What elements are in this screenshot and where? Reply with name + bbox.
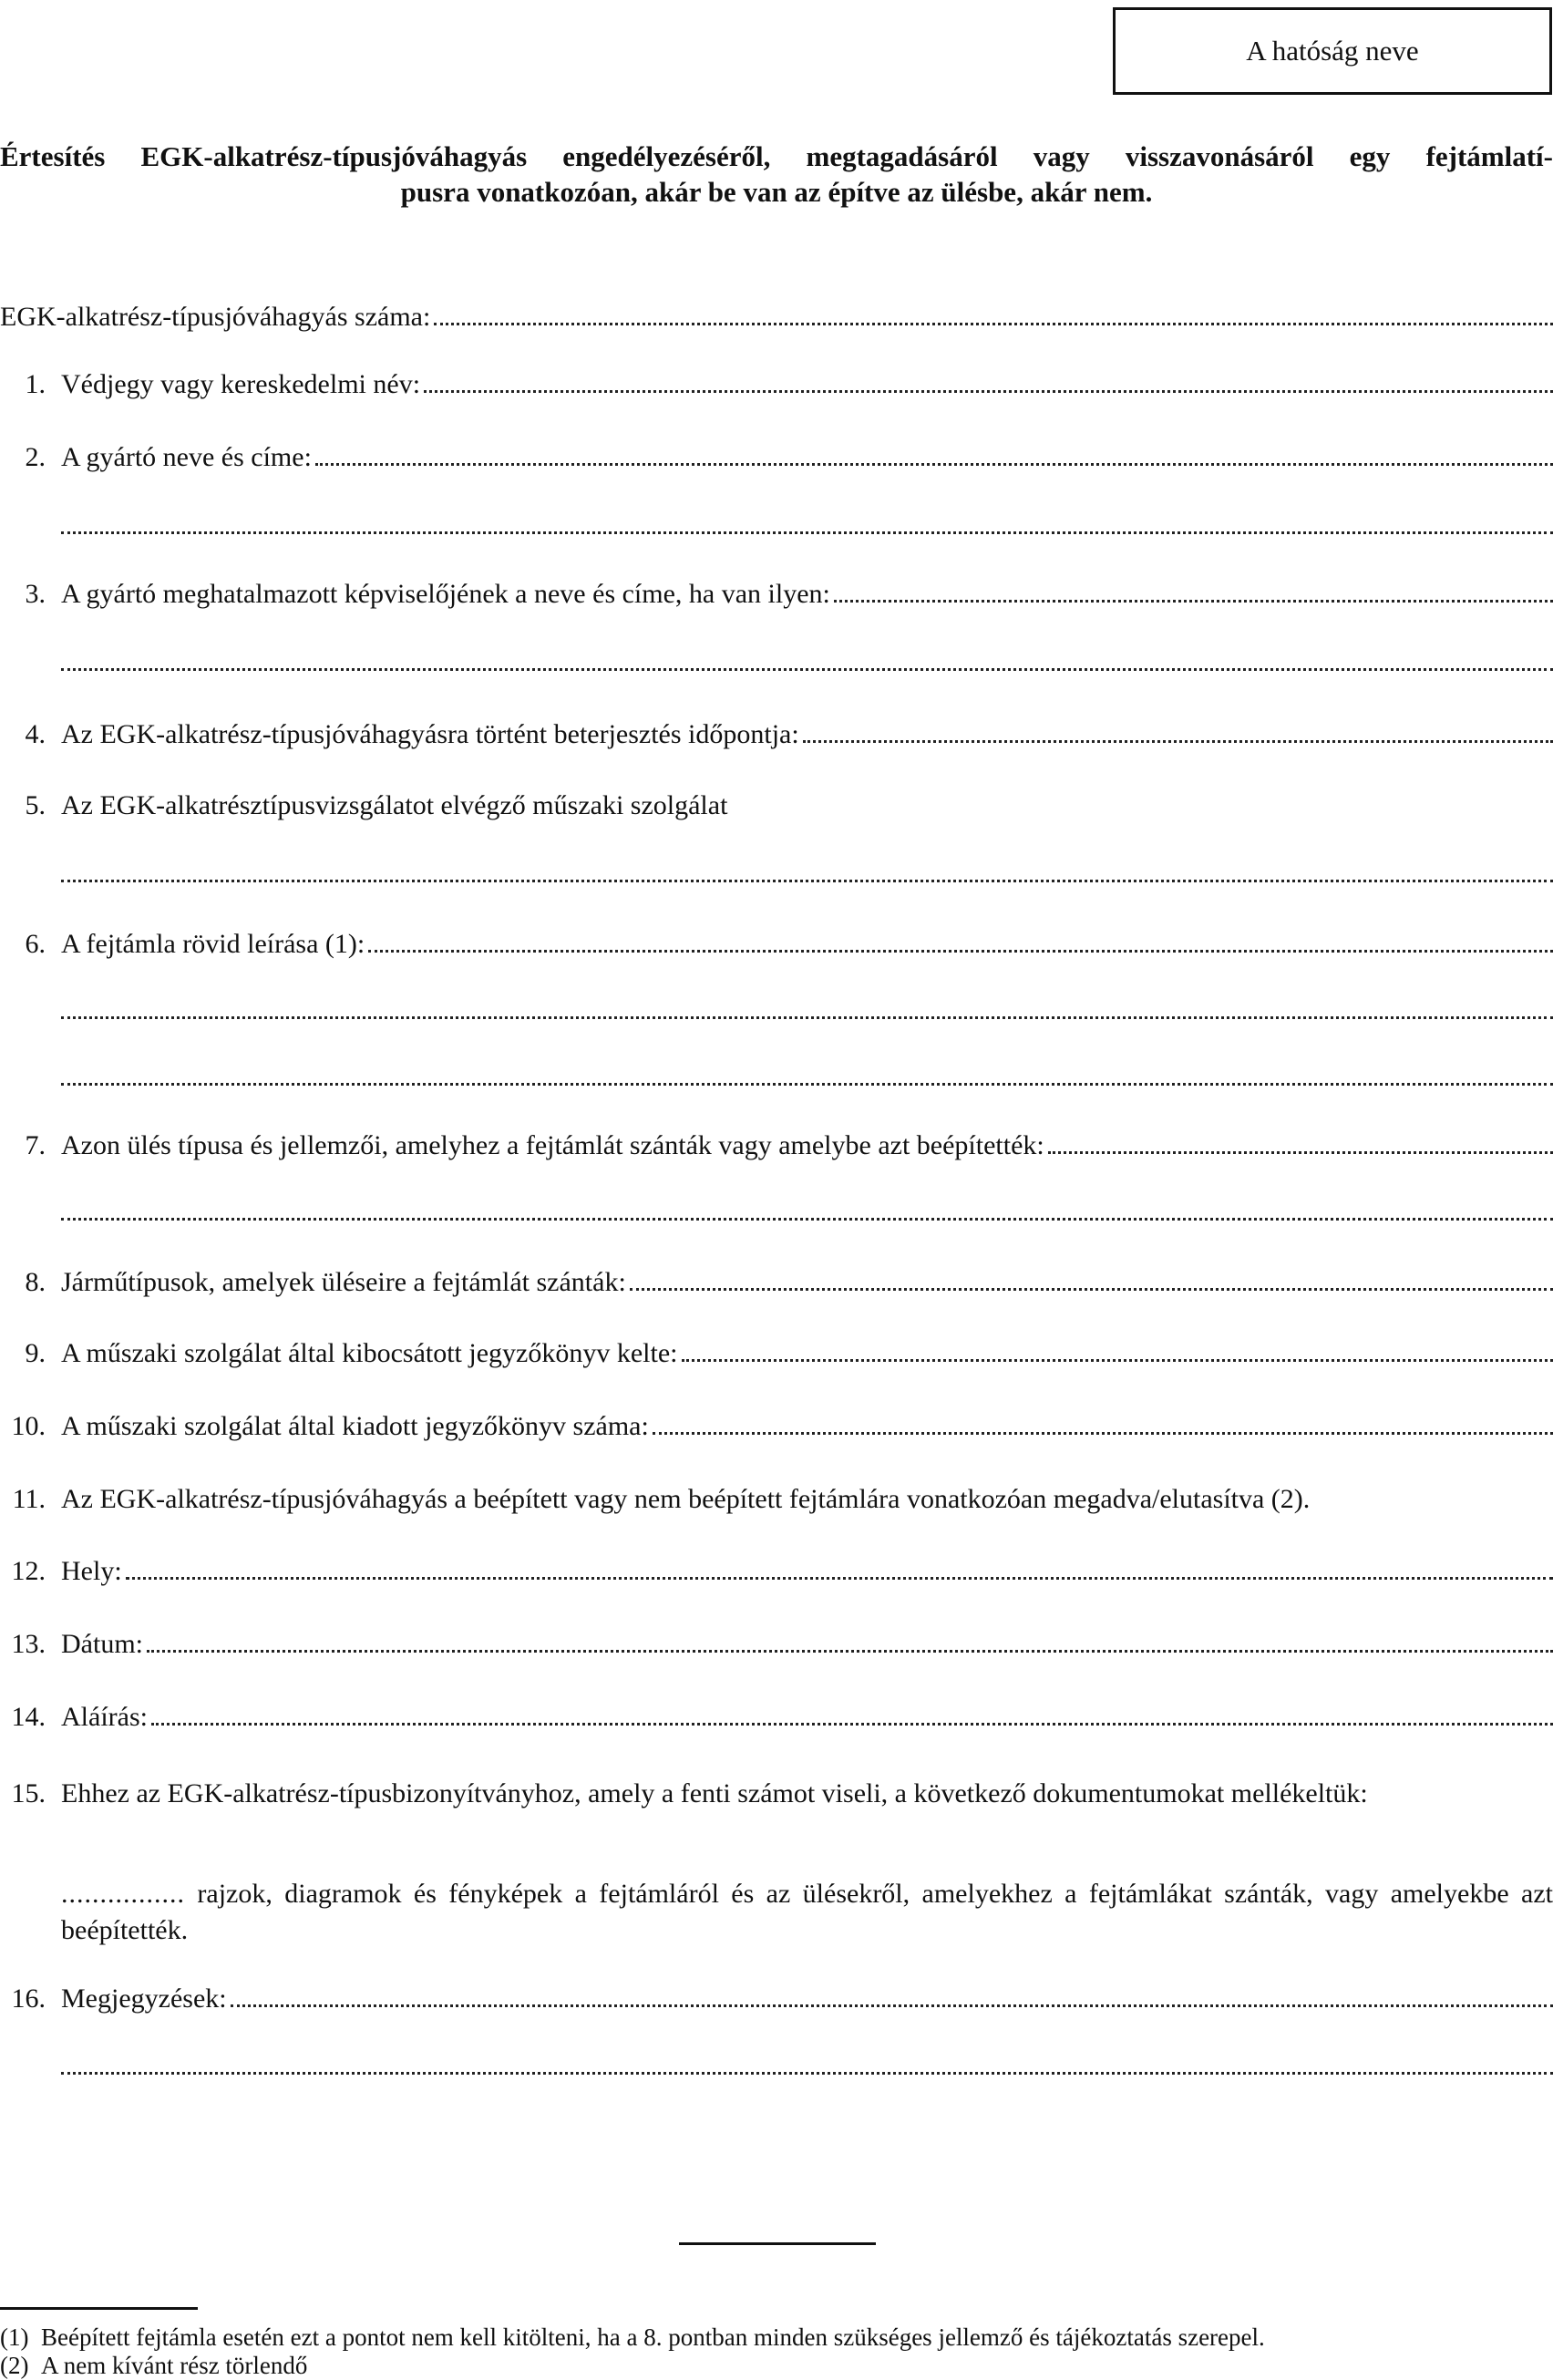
field-label: A műszaki szolgálat által kibocsátott jegyzőkönyv kelte: xyxy=(61,1338,678,1368)
field-10[interactable] xyxy=(0,1406,1553,1442)
field-11 xyxy=(0,1478,1553,1515)
field-label: Az EGK-alkatrész-típusjóváhagyásra történt beterjesztés időpontja: xyxy=(61,719,799,749)
item-number: 15. xyxy=(11,1778,46,1808)
fill-line[interactable] xyxy=(151,1723,1553,1726)
fill-line[interactable]: ................ xyxy=(61,1879,185,1909)
field-6-continuation[interactable] xyxy=(61,990,1553,1026)
field-label: A gyártó neve és címe: xyxy=(61,442,312,472)
item-number: 16. xyxy=(11,1983,46,2014)
field-16-continuation[interactable] xyxy=(61,2045,1553,2082)
fill-line[interactable] xyxy=(368,950,1553,953)
separator-line xyxy=(679,2242,876,2245)
fill-line[interactable] xyxy=(834,600,1553,603)
footnote-mark: (2) xyxy=(0,2352,29,2379)
item-number: 1. xyxy=(25,369,46,399)
footnote-mark: (1) xyxy=(0,2323,29,2351)
fill-line[interactable] xyxy=(61,2072,1553,2075)
fill-line[interactable] xyxy=(434,323,1553,325)
footnote-text: A nem kívánt rész törlendő xyxy=(40,2352,308,2379)
field-16[interactable] xyxy=(0,1978,1553,2014)
field-label: A műszaki szolgálat által kiadott jegyzőkönyv száma: xyxy=(61,1411,649,1441)
field-14[interactable] xyxy=(0,1696,1553,1733)
fill-line[interactable] xyxy=(424,390,1553,393)
field-5-continuation[interactable] xyxy=(61,853,1553,890)
page-title xyxy=(0,139,1553,210)
item-number: 6. xyxy=(25,929,46,959)
field-label: Megjegyzések: xyxy=(61,1983,227,2014)
item-number: 2. xyxy=(25,442,46,472)
field-label: Az EGK-alkatrész-típusjóváhagyás a beépített vagy nem beépített fejtámlára vonatkozóan megadva/elutasítva (2). xyxy=(61,1484,1311,1514)
item-number: 10. xyxy=(11,1411,46,1441)
fill-line[interactable] xyxy=(1048,1151,1553,1154)
fill-line[interactable] xyxy=(231,2004,1553,2007)
fill-line[interactable] xyxy=(61,1016,1553,1019)
field-2[interactable] xyxy=(0,437,1553,473)
field-6-continuation[interactable] xyxy=(61,1056,1553,1093)
footnote-text: Beépített fejtámla esetén ezt a pontot nem kell kitölteni, ha a 8. pontban minden szükséges jellemző és tájékoztatás szerepel. xyxy=(40,2323,1265,2351)
fill-line[interactable] xyxy=(61,531,1553,534)
footnote-2 xyxy=(0,2352,307,2379)
field-label: Járműtípusok, amelyek üléseire a fejtámlát szánták: xyxy=(61,1267,626,1297)
field-4[interactable] xyxy=(0,714,1553,750)
item-number: 14. xyxy=(11,1702,46,1732)
field-label: Azon ülés típusa és jellemzői, amelyhez a fejtámlát szánták vagy amelybe azt beépítették: xyxy=(61,1130,1044,1160)
field-12[interactable] xyxy=(0,1551,1553,1587)
fill-line[interactable] xyxy=(653,1432,1553,1435)
field-label: Aláírás: xyxy=(61,1702,148,1732)
item-number: 12. xyxy=(11,1556,46,1586)
attachments-text: rajzok, diagramok és fényképek a fejtámláról és az ülésekről, amelyekhez a fejtámlákat szánták, vagy amelyekbe azt beépítették. xyxy=(61,1879,1553,1945)
field-13[interactable] xyxy=(0,1623,1553,1660)
field-label: A gyártó meghatalmazott képviselőjének a neve és címe, ha van ilyen: xyxy=(61,579,830,609)
fill-line[interactable] xyxy=(126,1577,1553,1580)
authority-name-box xyxy=(1113,7,1552,95)
footnote-1 xyxy=(0,2323,1265,2351)
item-number: 9. xyxy=(25,1338,46,1368)
item-number: 4. xyxy=(25,719,46,749)
item-number: 5. xyxy=(25,790,46,820)
item-number: 13. xyxy=(11,1629,46,1659)
field-1[interactable] xyxy=(0,364,1553,400)
item-number: 11. xyxy=(12,1484,46,1514)
fill-line[interactable] xyxy=(61,1218,1553,1221)
item-number: 8. xyxy=(25,1267,46,1297)
field-15-attachments[interactable] xyxy=(61,1876,1553,1949)
approval-number-field[interactable] xyxy=(0,296,1553,333)
item-number: 3. xyxy=(25,579,46,609)
field-label: Védjegy vagy kereskedelmi név: xyxy=(61,369,421,399)
field-7[interactable] xyxy=(0,1125,1553,1161)
fill-line[interactable] xyxy=(147,1650,1553,1653)
field-6[interactable] xyxy=(0,923,1553,960)
fill-line[interactable] xyxy=(61,668,1553,671)
field-label: Dátum: xyxy=(61,1629,143,1659)
field-8[interactable] xyxy=(0,1262,1553,1298)
field-label: Hely: xyxy=(61,1556,122,1586)
field-5 xyxy=(0,785,1553,821)
fill-line[interactable] xyxy=(630,1288,1553,1291)
footnote-separator xyxy=(0,2307,198,2310)
field-label: Ehhez az EGK-alkatrész-típusbizonyítványhoz, amely a fenti számot viseli, a következő dokumentumokat mellékeltük: xyxy=(61,1778,1368,1808)
title-line-1: Értesítés EGK-alkatrész-típusjóváhagyás engedélyezéséről, megtagadásáról vagy visszavonásáról egy fejtámlatí- xyxy=(0,140,1553,172)
fill-line[interactable] xyxy=(682,1359,1553,1362)
field-9[interactable] xyxy=(0,1333,1553,1369)
fill-line[interactable] xyxy=(803,740,1553,743)
field-label: A fejtámla rövid leírása (1): xyxy=(61,929,365,959)
field-label: Az EGK-alkatrésztípusvizsgálatot elvégző műszaki szolgálat xyxy=(61,790,728,820)
fill-line[interactable] xyxy=(61,880,1553,882)
field-3[interactable] xyxy=(0,573,1553,610)
fill-line[interactable] xyxy=(315,463,1553,466)
item-number: 7. xyxy=(25,1130,46,1160)
fill-line[interactable] xyxy=(61,1083,1553,1086)
field-3-continuation[interactable] xyxy=(61,642,1553,678)
authority-name-label: A hatóság neve xyxy=(1246,35,1419,67)
field-15 xyxy=(11,1776,1553,1812)
field-2-continuation[interactable] xyxy=(61,505,1553,541)
title-line-2: pusra vonatkozóan, akár be van az építve az ülésbe, akár nem. xyxy=(400,176,1153,208)
field-label: EGK-alkatrész-típusjóváhagyás száma: xyxy=(0,302,431,332)
field-7-continuation[interactable] xyxy=(61,1191,1553,1228)
